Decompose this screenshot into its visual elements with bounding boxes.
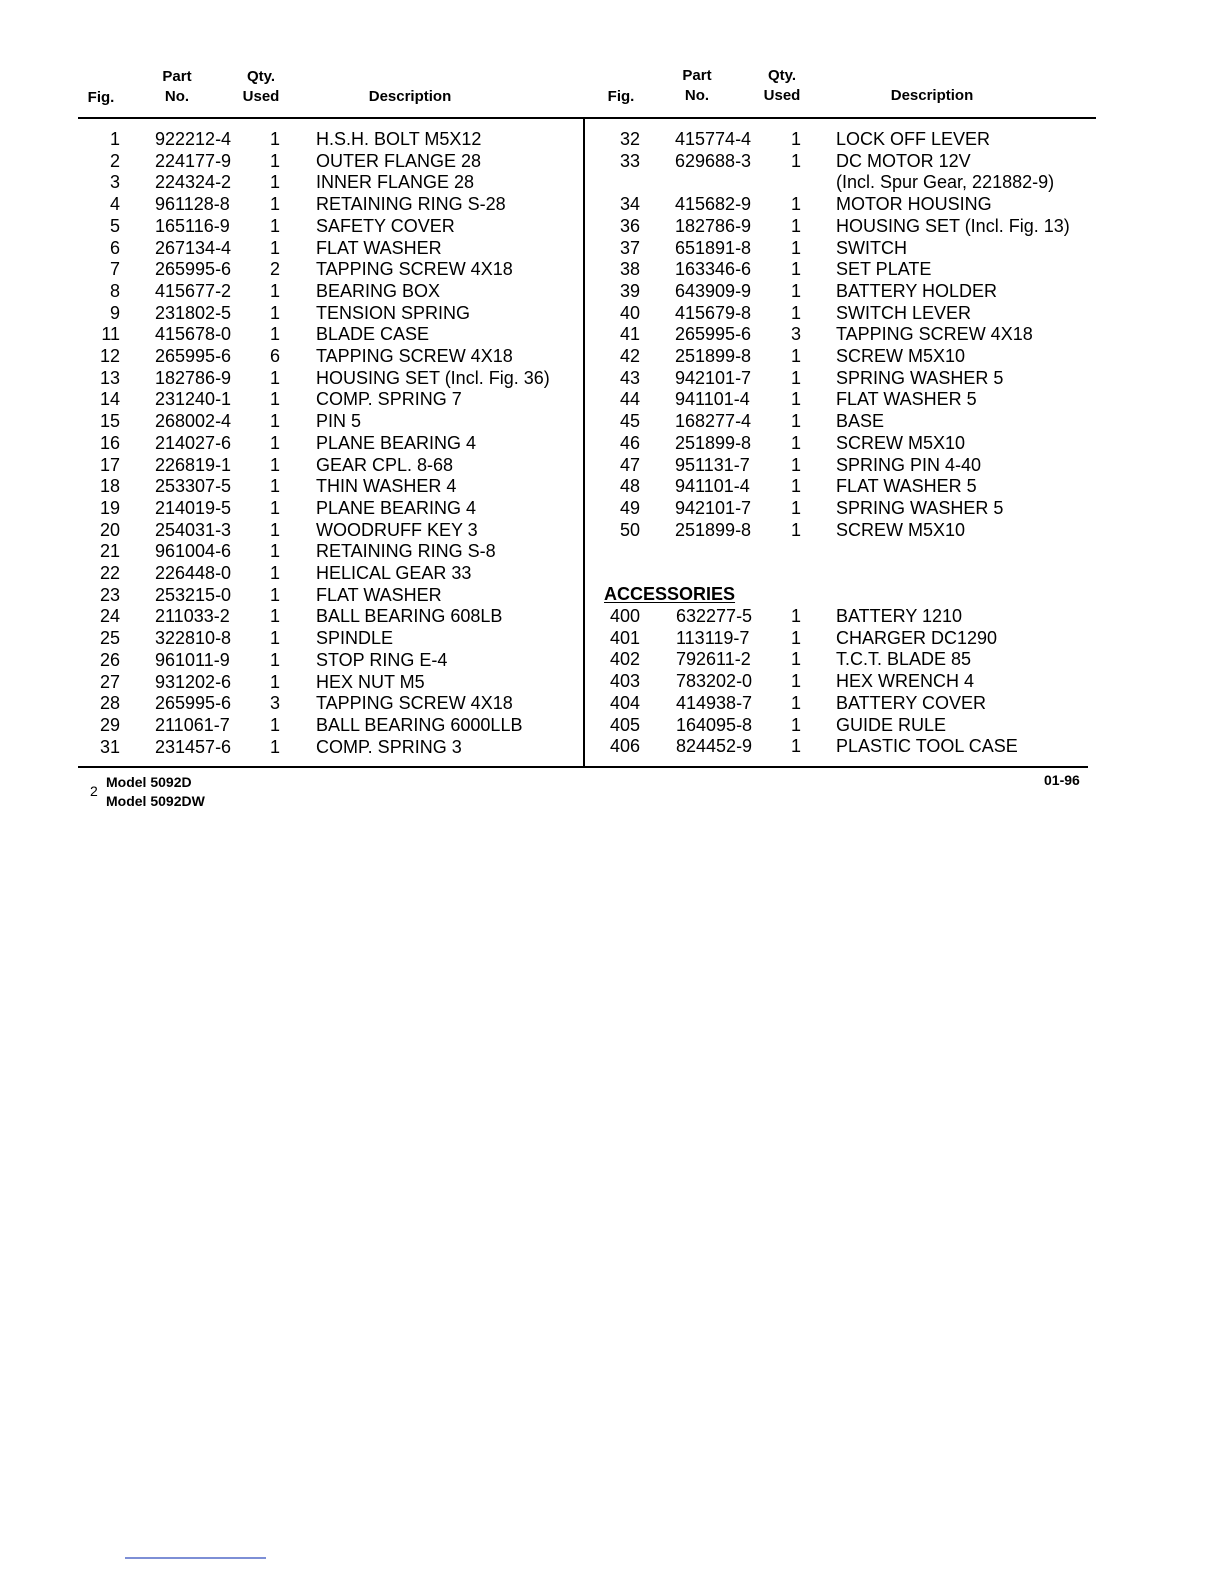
qty-cell: 1 bbox=[269, 454, 280, 475]
part-number-cell: 415677-2 bbox=[155, 280, 232, 301]
description-cell: RETAINING RING S-28 bbox=[316, 194, 506, 215]
fig-cell: 11 bbox=[101, 324, 120, 345]
table-row bbox=[0, 216, 1224, 238]
fig-cell: 44 bbox=[619, 389, 640, 410]
qty-cell: 1 bbox=[269, 671, 280, 692]
fig-cell: 23 bbox=[99, 584, 120, 605]
fig-cell: 400 bbox=[609, 606, 640, 626]
part-number-cell: 168277-4 bbox=[675, 411, 752, 432]
description-cell: TENSION SPRING bbox=[316, 302, 471, 323]
left-header-fig: Fig. bbox=[87, 89, 115, 106]
part-number-cell: 214027-6 bbox=[155, 432, 232, 453]
description-cell: STOP RING E-4 bbox=[316, 649, 448, 670]
qty-cell: 1 bbox=[790, 649, 801, 670]
part-number-cell: 415682-9 bbox=[675, 194, 752, 215]
part-number-cell: 164095-8 bbox=[676, 714, 753, 735]
table-row bbox=[0, 455, 1224, 477]
part-number-cell: 182786-9 bbox=[155, 367, 232, 388]
description-cell: PLANE BEARING 4 bbox=[316, 432, 477, 453]
table-row bbox=[0, 433, 1224, 455]
fig-cell: 3 bbox=[109, 172, 120, 193]
qty-cell: 1 bbox=[269, 129, 280, 149]
qty-cell: 1 bbox=[790, 519, 801, 540]
part-number-cell: 415678-0 bbox=[155, 324, 232, 345]
fig-cell: 41 bbox=[619, 324, 640, 345]
qty-cell: 1 bbox=[269, 172, 280, 193]
description-cell: HOUSING SET (Incl. Fig. 36) bbox=[316, 367, 550, 388]
qty-cell: 1 bbox=[269, 628, 280, 649]
description-cell: SWITCH bbox=[836, 237, 907, 258]
left-header-part-line2: No. bbox=[164, 88, 190, 105]
part-number-cell: 415774-4 bbox=[675, 129, 752, 149]
qty-cell: 1 bbox=[269, 476, 280, 497]
description-cell: DC MOTOR 12V bbox=[836, 150, 971, 171]
part-number-cell: 254031-3 bbox=[155, 519, 232, 540]
fig-cell: 406 bbox=[609, 736, 640, 757]
table-row bbox=[0, 303, 1224, 325]
part-number-cell: 265995-6 bbox=[155, 259, 232, 280]
description-cell: HEX NUT M5 bbox=[316, 671, 425, 692]
fig-cell: 29 bbox=[99, 714, 120, 735]
part-number-cell: 961128-8 bbox=[155, 194, 230, 215]
description-cell: BATTERY COVER bbox=[836, 692, 987, 713]
table-row bbox=[0, 563, 1224, 585]
part-number-cell: 251899-8 bbox=[675, 519, 752, 540]
description-cell: SAFETY COVER bbox=[316, 215, 455, 236]
qty-cell: 1 bbox=[269, 215, 280, 236]
accessories-heading: ACCESSORIES bbox=[604, 584, 736, 604]
part-number-cell: 629688-3 bbox=[675, 150, 752, 171]
fig-cell: 21 bbox=[99, 541, 120, 562]
qty-cell: 1 bbox=[269, 736, 280, 757]
description-cell: BALL BEARING 6000LLB bbox=[316, 714, 523, 735]
fig-cell: 47 bbox=[619, 454, 640, 475]
description-cell: SPRING PIN 4-40 bbox=[836, 454, 982, 475]
qty-cell: 1 bbox=[269, 280, 280, 301]
table-row bbox=[0, 172, 1224, 194]
qty-cell: 1 bbox=[790, 389, 801, 410]
part-number-cell: 783202-0 bbox=[676, 671, 753, 692]
description-cell: PLANE BEARING 4 bbox=[316, 497, 477, 518]
qty-cell: 1 bbox=[790, 129, 801, 149]
description-cell: SWITCH LEVER bbox=[836, 302, 972, 323]
table-row bbox=[0, 346, 1224, 368]
table-row bbox=[0, 693, 1224, 715]
qty-cell: 1 bbox=[790, 497, 801, 518]
fig-cell: 34 bbox=[619, 194, 640, 215]
part-number-cell: 415679-8 bbox=[675, 302, 752, 323]
fig-cell: 12 bbox=[99, 346, 120, 366]
part-number-cell: 268002-4 bbox=[155, 411, 232, 432]
fig-cell: 28 bbox=[99, 693, 120, 714]
table-row bbox=[0, 606, 1224, 628]
table-row bbox=[0, 715, 1224, 737]
part-number-cell: 265995-6 bbox=[155, 693, 232, 714]
table-row bbox=[0, 671, 1224, 693]
fig-cell: 33 bbox=[619, 150, 640, 171]
right-header-qty-line2: Used bbox=[763, 87, 801, 104]
description-cell: HOUSING SET (Incl. Fig. 13) bbox=[836, 215, 1070, 236]
qty-cell: 1 bbox=[269, 194, 280, 215]
qty-cell: 1 bbox=[790, 692, 801, 713]
description-cell: SPRING WASHER 5 bbox=[836, 367, 1004, 388]
fig-cell: 5 bbox=[109, 215, 120, 236]
right-header-part-line1: Part bbox=[682, 67, 712, 84]
part-number-cell: 253307-5 bbox=[155, 476, 232, 497]
description-cell: FLAT WASHER bbox=[316, 237, 442, 258]
description-cell: HEX WRENCH 4 bbox=[836, 671, 975, 692]
fig-cell: 4 bbox=[109, 194, 120, 215]
qty-cell: 1 bbox=[269, 324, 280, 345]
table-row bbox=[0, 476, 1224, 498]
description-cell: SET PLATE bbox=[836, 259, 932, 280]
table-row bbox=[0, 736, 1224, 758]
qty-cell: 1 bbox=[790, 367, 801, 388]
fig-cell: 401 bbox=[609, 627, 640, 648]
description-cell: THIN WASHER 4 bbox=[316, 476, 457, 497]
fig-cell: 19 bbox=[99, 497, 120, 518]
fig-cell: 16 bbox=[99, 432, 120, 453]
part-number-cell: 231802-5 bbox=[155, 302, 232, 323]
qty-cell: 6 bbox=[269, 346, 280, 366]
fig-cell: 14 bbox=[99, 389, 120, 410]
qty-cell: 1 bbox=[269, 302, 280, 323]
page-number: 2 bbox=[90, 783, 98, 799]
part-number-cell: 231457-6 bbox=[155, 736, 232, 757]
qty-cell: 1 bbox=[790, 671, 801, 692]
description-cell: BLADE CASE bbox=[316, 324, 430, 345]
fig-cell: 37 bbox=[619, 237, 640, 258]
part-number-cell: 253215-0 bbox=[155, 584, 232, 605]
description-cell: OUTER FLANGE 28 bbox=[316, 150, 482, 171]
fig-cell: 42 bbox=[619, 346, 640, 366]
fig-cell: 49 bbox=[619, 497, 640, 518]
fig-cell: 46 bbox=[619, 432, 640, 453]
table-row bbox=[0, 649, 1224, 671]
fig-cell: 25 bbox=[99, 628, 120, 649]
qty-cell: 1 bbox=[269, 389, 280, 410]
fig-cell: 402 bbox=[609, 649, 640, 670]
right-header-part-line2: No. bbox=[684, 87, 710, 104]
qty-cell: 1 bbox=[269, 519, 280, 540]
part-number-cell: 922212-4 bbox=[155, 129, 232, 149]
table-row bbox=[0, 238, 1224, 260]
part-number-cell: 961004-6 bbox=[155, 541, 232, 562]
part-number-cell: 214019-5 bbox=[155, 497, 232, 518]
fig-cell: 31 bbox=[99, 736, 120, 757]
fig-cell: 7 bbox=[109, 259, 120, 280]
qty-cell: 1 bbox=[790, 215, 801, 236]
part-number-cell: 651891-8 bbox=[675, 237, 752, 258]
part-number-cell: 165116-9 bbox=[155, 215, 230, 236]
qty-cell: 1 bbox=[269, 541, 280, 562]
left-header-qty-line2: Used bbox=[242, 88, 280, 105]
description-cell: COMP. SPRING 7 bbox=[316, 389, 462, 410]
left-header-qty-line1: Qty. bbox=[246, 68, 276, 85]
right-header-description: Description bbox=[890, 87, 974, 104]
table-row bbox=[0, 498, 1224, 520]
fig-cell: 405 bbox=[609, 714, 640, 735]
model-line-1: Model 5092D bbox=[106, 774, 192, 790]
part-number-cell: 824452-9 bbox=[676, 736, 753, 757]
description-cell: MOTOR HOUSING bbox=[836, 194, 992, 215]
fig-cell: 38 bbox=[619, 259, 640, 280]
description-cell: BALL BEARING 608LB bbox=[316, 606, 503, 627]
description-cell: BEARING BOX bbox=[316, 280, 441, 301]
part-number-cell: 322810-8 bbox=[155, 628, 232, 649]
fig-cell: 20 bbox=[99, 519, 120, 540]
description-cell: FLAT WASHER bbox=[316, 584, 442, 605]
description-cell: SCREW M5X10 bbox=[836, 432, 966, 453]
qty-cell: 3 bbox=[269, 693, 280, 714]
description-cell: FLAT WASHER 5 bbox=[836, 389, 977, 410]
description-cell: COMP. SPRING 3 bbox=[316, 736, 462, 757]
fig-cell: 39 bbox=[619, 280, 640, 301]
description-cell: SPINDLE bbox=[316, 628, 394, 649]
table-row bbox=[0, 389, 1224, 411]
description-cell: FLAT WASHER 5 bbox=[836, 476, 977, 497]
fig-cell: 36 bbox=[619, 215, 640, 236]
fig-cell: 40 bbox=[619, 302, 640, 323]
fig-cell: 32 bbox=[619, 129, 640, 149]
part-number-cell: 251899-8 bbox=[675, 432, 752, 453]
qty-cell: 1 bbox=[269, 150, 280, 171]
qty-cell: 1 bbox=[269, 606, 280, 627]
part-number-cell: 226448-0 bbox=[155, 563, 232, 583]
part-number-cell: 226819-1 bbox=[155, 454, 232, 475]
description-cell: TAPPING SCREW 4X18 bbox=[836, 324, 1033, 345]
table-row bbox=[0, 281, 1224, 303]
qty-cell: 3 bbox=[790, 324, 801, 345]
table-row bbox=[0, 520, 1224, 542]
fig-cell: 45 bbox=[619, 411, 640, 432]
description-cell: SCREW M5X10 bbox=[836, 346, 966, 366]
part-number-cell: 941101-4 bbox=[675, 476, 750, 497]
part-number-cell: 163346-6 bbox=[675, 259, 752, 280]
description-cell: PIN 5 bbox=[316, 411, 362, 432]
fig-cell: 9 bbox=[109, 302, 120, 323]
description-cell: (Incl. Spur Gear, 221882-9) bbox=[836, 172, 1055, 193]
description-cell: SCREW M5X10 bbox=[836, 519, 966, 540]
qty-cell: 1 bbox=[790, 237, 801, 258]
table-row bbox=[0, 628, 1224, 650]
fig-cell: 1 bbox=[109, 129, 120, 149]
part-number-cell: 942101-7 bbox=[675, 497, 752, 518]
description-cell: WOODRUFF KEY 3 bbox=[316, 519, 478, 540]
qty-cell: 1 bbox=[790, 150, 801, 171]
qty-cell: 1 bbox=[790, 606, 801, 626]
qty-cell: 1 bbox=[269, 584, 280, 605]
fig-cell: 24 bbox=[99, 606, 120, 627]
part-number-cell: 265995-6 bbox=[675, 324, 752, 345]
description-cell: TAPPING SCREW 4X18 bbox=[316, 346, 513, 366]
fig-cell: 17 bbox=[99, 454, 120, 475]
description-cell: CHARGER DC1290 bbox=[836, 627, 998, 648]
qty-cell: 1 bbox=[269, 411, 280, 432]
table-row bbox=[0, 129, 1224, 151]
right-header-fig: Fig. bbox=[607, 88, 635, 105]
qty-cell: 1 bbox=[790, 411, 801, 432]
qty-cell: 1 bbox=[790, 302, 801, 323]
left-header-part-line1: Part bbox=[162, 68, 192, 85]
part-number-cell: 231240-1 bbox=[155, 389, 232, 410]
table-row bbox=[0, 151, 1224, 173]
fig-cell: 403 bbox=[609, 671, 640, 692]
description-cell: GUIDE RULE bbox=[836, 714, 947, 735]
table-row bbox=[0, 194, 1224, 216]
part-number-cell: 211033-2 bbox=[155, 606, 230, 627]
footer-rule bbox=[78, 766, 1088, 768]
part-number-cell: 251899-8 bbox=[675, 346, 752, 366]
fig-cell: 15 bbox=[99, 411, 120, 432]
fig-cell: 26 bbox=[99, 649, 120, 670]
part-number-cell: 942101-7 bbox=[675, 367, 752, 388]
description-cell: TAPPING SCREW 4X18 bbox=[316, 693, 513, 714]
description-cell: INNER FLANGE 28 bbox=[316, 172, 475, 193]
description-cell: BASE bbox=[836, 411, 885, 432]
part-number-cell: 961011-9 bbox=[155, 649, 230, 670]
description-cell: PLASTIC TOOL CASE bbox=[836, 736, 1018, 757]
header-rule bbox=[78, 117, 1096, 119]
part-number-cell: 113119-7 bbox=[676, 627, 750, 648]
part-number-cell: 211061-7 bbox=[155, 714, 230, 735]
qty-cell: 1 bbox=[790, 454, 801, 475]
fig-cell: 8 bbox=[109, 280, 120, 301]
table-row bbox=[0, 541, 1224, 563]
part-number-cell: 224177-9 bbox=[155, 150, 232, 171]
qty-cell: 1 bbox=[269, 563, 280, 583]
qty-cell: 1 bbox=[790, 346, 801, 366]
qty-cell: 1 bbox=[269, 237, 280, 258]
description-cell: GEAR CPL. 8-68 bbox=[316, 454, 454, 475]
part-number-cell: 931202-6 bbox=[155, 671, 232, 692]
part-number-cell: 941101-4 bbox=[675, 389, 750, 410]
table-row bbox=[0, 411, 1224, 433]
table-row bbox=[0, 368, 1224, 390]
fig-cell: 43 bbox=[619, 367, 640, 388]
description-cell: H.S.H. BOLT M5X12 bbox=[316, 129, 482, 149]
left-header-description: Description bbox=[368, 88, 452, 105]
part-number-cell: 792611-2 bbox=[676, 649, 751, 670]
blue-divider-line bbox=[125, 1557, 266, 1559]
part-number-cell: 267134-4 bbox=[155, 237, 232, 258]
description-cell: LOCK OFF LEVER bbox=[836, 129, 991, 149]
date-code: 01-96 bbox=[1044, 772, 1080, 788]
qty-cell: 1 bbox=[790, 432, 801, 453]
qty-cell: 1 bbox=[790, 736, 801, 757]
description-cell: RETAINING RING S-8 bbox=[316, 541, 496, 562]
qty-cell: 1 bbox=[790, 627, 801, 648]
fig-cell: 48 bbox=[619, 476, 640, 497]
fig-cell: 404 bbox=[609, 692, 640, 713]
qty-cell: 1 bbox=[269, 367, 280, 388]
qty-cell: 1 bbox=[790, 280, 801, 301]
qty-cell: 1 bbox=[790, 476, 801, 497]
description-cell: BATTERY 1210 bbox=[836, 606, 963, 626]
description-cell: SPRING WASHER 5 bbox=[836, 497, 1004, 518]
qty-cell: 1 bbox=[790, 194, 801, 215]
qty-cell: 1 bbox=[269, 714, 280, 735]
description-cell: TAPPING SCREW 4X18 bbox=[316, 259, 513, 280]
right-header-qty-line1: Qty. bbox=[767, 67, 797, 84]
fig-cell: 6 bbox=[109, 237, 120, 258]
fig-cell: 22 bbox=[99, 563, 120, 583]
part-number-cell: 632277-5 bbox=[676, 606, 753, 626]
table-row bbox=[0, 259, 1224, 281]
part-number-cell: 414938-7 bbox=[676, 692, 753, 713]
part-number-cell: 224324-2 bbox=[155, 172, 232, 193]
fig-cell: 13 bbox=[99, 367, 120, 388]
table-row bbox=[0, 324, 1224, 346]
fig-cell: 27 bbox=[99, 671, 120, 692]
qty-cell: 1 bbox=[790, 259, 801, 280]
description-cell: HELICAL GEAR 33 bbox=[316, 563, 472, 583]
qty-cell: 1 bbox=[269, 432, 280, 453]
qty-cell: 1 bbox=[269, 649, 280, 670]
qty-cell: 1 bbox=[790, 714, 801, 735]
part-number-cell: 951131-7 bbox=[675, 454, 750, 475]
fig-cell: 2 bbox=[109, 150, 120, 171]
model-line-2: Model 5092DW bbox=[106, 793, 205, 809]
fig-cell: 18 bbox=[99, 476, 120, 497]
description-cell: BATTERY HOLDER bbox=[836, 280, 998, 301]
part-number-cell: 643909-9 bbox=[675, 280, 752, 301]
qty-cell: 1 bbox=[269, 497, 280, 518]
qty-cell: 2 bbox=[269, 259, 280, 280]
fig-cell: 50 bbox=[619, 519, 640, 540]
part-number-cell: 265995-6 bbox=[155, 346, 232, 366]
part-number-cell: 182786-9 bbox=[675, 215, 752, 236]
description-cell: T.C.T. BLADE 85 bbox=[836, 649, 972, 670]
